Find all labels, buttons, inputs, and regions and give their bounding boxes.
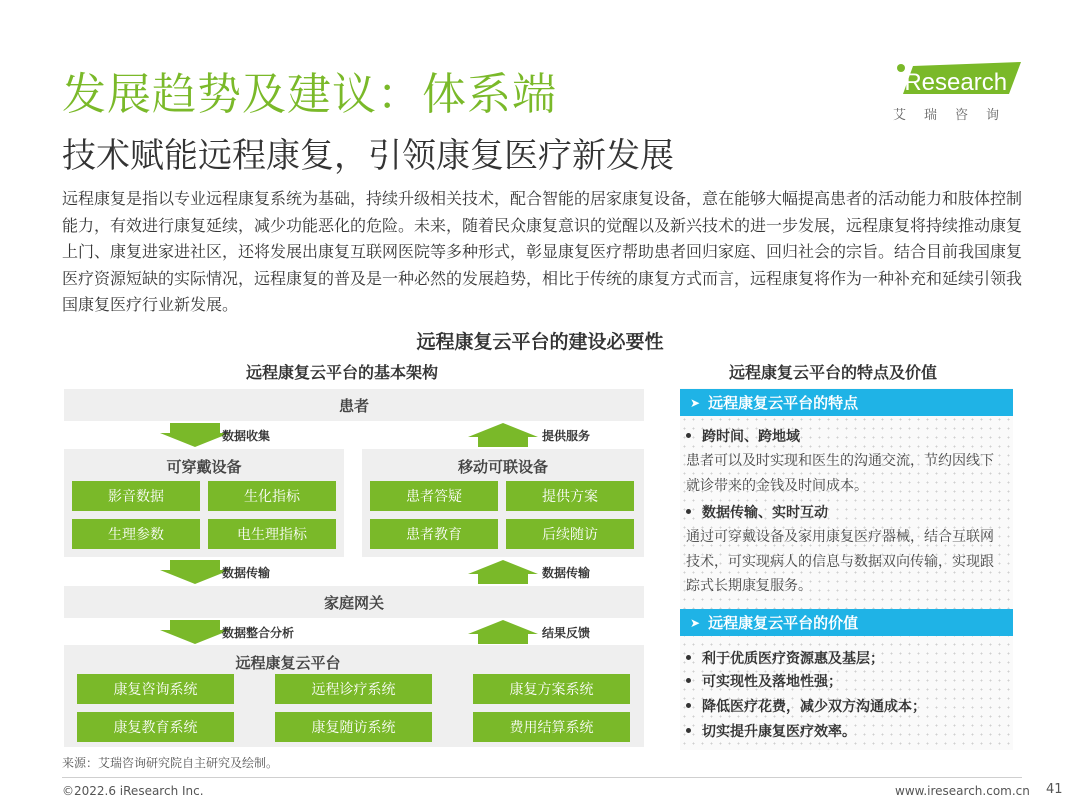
cloud-system-item: 康复随访系统 xyxy=(275,712,432,742)
diagram-title: 远程康复云平台的建设必要性 xyxy=(416,331,664,353)
bullet-dot-icon xyxy=(686,728,691,733)
wearable-title: 可穿戴设备 xyxy=(166,458,242,476)
mobile-item: 患者教育 xyxy=(370,519,498,549)
wearable-item: 电生理指标 xyxy=(208,519,336,549)
source-note: 来源：艾瑞咨询研究院自主研究及绘制。 xyxy=(62,756,279,770)
feature-desc-2: 通过可穿戴设备及家用康复医疗器械，结合互联网技术，可实现病人的信息与数据双向传输，实现跟踪式长期康复服务。 xyxy=(686,529,994,594)
feature-desc-1: 患者可以及时实现和医生的沟通交流，节约因线下就诊带来的金钱及时间成本。 xyxy=(686,453,994,494)
value-bullet: 可实现性及落地性强； xyxy=(686,671,842,691)
arrow-label-transfer-left: 数据传输 xyxy=(222,566,271,580)
mobile-item: 后续随访 xyxy=(506,519,634,549)
feature-bullet-2: 数据传输、实时互动 xyxy=(686,502,828,522)
copyright: ©2022.6 iResearch Inc. xyxy=(62,784,204,798)
values-heading-text: 远程康复云平台的价值 xyxy=(708,614,859,632)
website-link[interactable]: www.iresearch.com.cn xyxy=(895,784,1030,798)
wearable-item: 生化指标 xyxy=(208,481,336,511)
logo-subtext: 艾瑞咨询 xyxy=(893,108,1018,123)
arrow-down-transfer xyxy=(160,560,230,584)
values-heading xyxy=(680,609,1013,636)
arrow-up-feedback xyxy=(468,620,538,644)
bullet-dot-icon xyxy=(686,655,691,660)
intro-paragraph: 远程康复是指以专业远程康复系统为基础，持续升级相关技术，配合智能的居家康复设备，意在能够大幅提高患者的活动能力和肢体控制能力，有效进行康复延续，减少功能恶化的危险。未来，随着民众康复意识的觉醒以及新兴技术的进一步发展，远程康复将持续推动康复上门、康复进家进社区，还将发展出康复互联网医院等多种形式，彰显康复医疗帮助患者回归家庭、回归社会的宗旨。结合目前我国康复医疗资源短缺的实际情况，远程康复的普及是一种必然的发展趋势，相比于传统的康复方式而言，远程康复将作为一种补充和延续引领我国康复医疗行业新发展。 xyxy=(62,189,1023,314)
page-title: 发展趋势及建议：体系端 xyxy=(62,69,557,120)
arrow-label-feedback: 结果反馈 xyxy=(542,626,591,640)
iresearch-logo-mark xyxy=(893,60,1023,100)
chevron-right-icon: ➤ xyxy=(690,395,701,410)
value-bullet: 切实提升康复医疗效率。 xyxy=(686,721,856,741)
cloud-system-item: 康复咨询系统 xyxy=(77,674,234,704)
arrow-up-transfer xyxy=(468,560,538,584)
arrow-down-collect xyxy=(160,423,230,447)
bullet-dot-icon xyxy=(686,433,691,438)
cloud-system-item: 费用结算系统 xyxy=(473,712,630,742)
chevron-right-icon: ➤ xyxy=(690,615,701,630)
arrow-label-analysis: 数据整合分析 xyxy=(222,626,295,640)
cloud-system-item: 康复教育系统 xyxy=(77,712,234,742)
mobile-item: 提供方案 xyxy=(506,481,634,511)
cloud-system-item: 康复方案系统 xyxy=(473,674,630,704)
arrow-down-analysis xyxy=(160,620,230,644)
feature-bullet-1: 跨时间、跨地域 xyxy=(686,426,800,446)
cloud-system-item: 远程诊疗系统 xyxy=(275,674,432,704)
svg-text:iResearch: iResearch xyxy=(899,69,1008,96)
bullet-dot-icon xyxy=(686,678,691,683)
arrow-up-service xyxy=(468,423,538,447)
value-bullet: 利于优质医疗资源惠及基层； xyxy=(686,648,884,668)
arrow-label-transfer-right: 数据传输 xyxy=(542,566,591,580)
value-bullet: 降低医疗花费，减少双方沟通成本； xyxy=(686,696,926,716)
arrow-label-service: 提供服务 xyxy=(542,429,591,443)
architecture-title: 远程康复云平台的基本架构 xyxy=(246,363,439,382)
mobile-item: 患者答疑 xyxy=(370,481,498,511)
footer-divider xyxy=(62,777,1022,778)
page-subtitle: 技术赋能远程康复，引领康复医疗新发展 xyxy=(62,136,674,176)
bullet-dot-icon xyxy=(686,703,691,708)
features-values-title: 远程康复云平台的特点及价值 xyxy=(729,363,938,382)
features-heading-text: 远程康复云平台的特点 xyxy=(708,394,859,412)
wearable-item: 影音数据 xyxy=(72,481,200,511)
mobile-title: 移动可联设备 xyxy=(457,458,548,476)
cloud-platform-title: 远程康复云平台 xyxy=(235,654,341,672)
wearable-item: 生理参数 xyxy=(72,519,200,549)
patient-bar: 患者 xyxy=(64,389,644,421)
bullet-dot-icon xyxy=(686,509,691,514)
features-heading xyxy=(680,389,1013,416)
iresearch-logo xyxy=(893,60,1023,122)
arrow-label-collect: 数据收集 xyxy=(222,429,271,443)
home-network-bar: 家庭网关 xyxy=(64,586,644,618)
page-number: 41 xyxy=(1046,782,1063,797)
